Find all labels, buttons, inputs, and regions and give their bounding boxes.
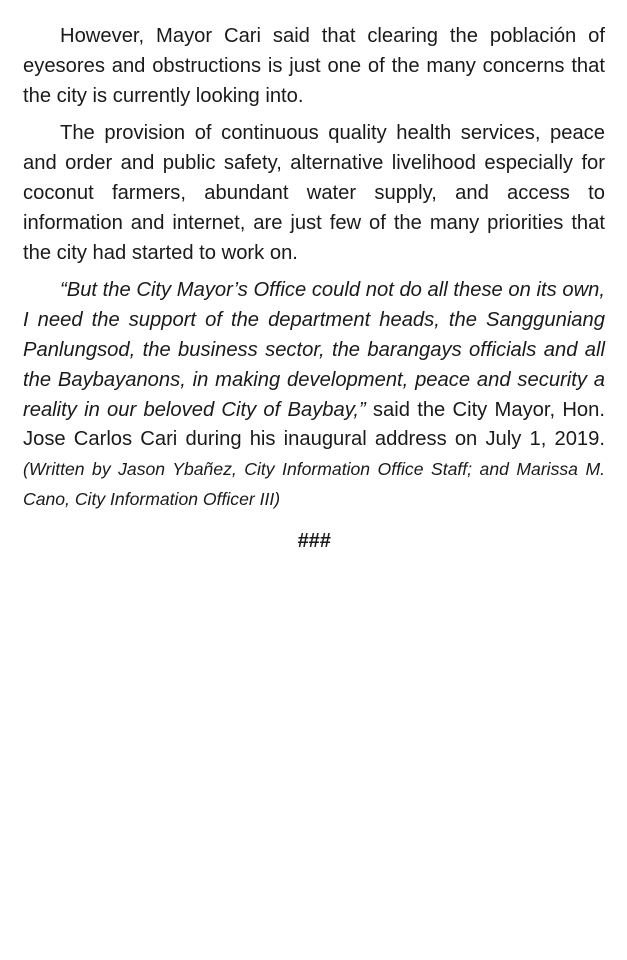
paragraph-city-priorities: The provision of continuous quality health services, peace and order and public safety, alternative livelihood especially for coconut farmers, abundant water supply, and access to information and internet, are just few of the many priorities that the city had started to work on. — [23, 122, 605, 264]
paragraph-inaugural-quote — [23, 276, 605, 514]
article-byline: (Written by Jason Ybañez, City Information Office Staff; and Marissa M. Cano, City Information Officer III) — [23, 459, 605, 509]
mayor-quote: “But the City Mayor’s Office could not do all these on its own, I need the support of the department heads, the Sangguniang Panlungsod, the business sector, the barangays officials and all the Baybayanons, in making development, peace and security a reality in our beloved City of Baybay,” — [23, 279, 605, 421]
paragraph-mayor-cari-concerns: However, Mayor Cari said that clearing the población of eyesores and obstructions is just one of the many concerns that the city is currently looking into. — [23, 25, 605, 107]
end-of-article-mark: ### — [297, 529, 331, 552]
document-page — [23, 22, 605, 553]
quote-attribution: said the City Mayor, Hon. Jose Carlos Cari during his inaugural address on July 1, 2019. — [23, 398, 605, 451]
